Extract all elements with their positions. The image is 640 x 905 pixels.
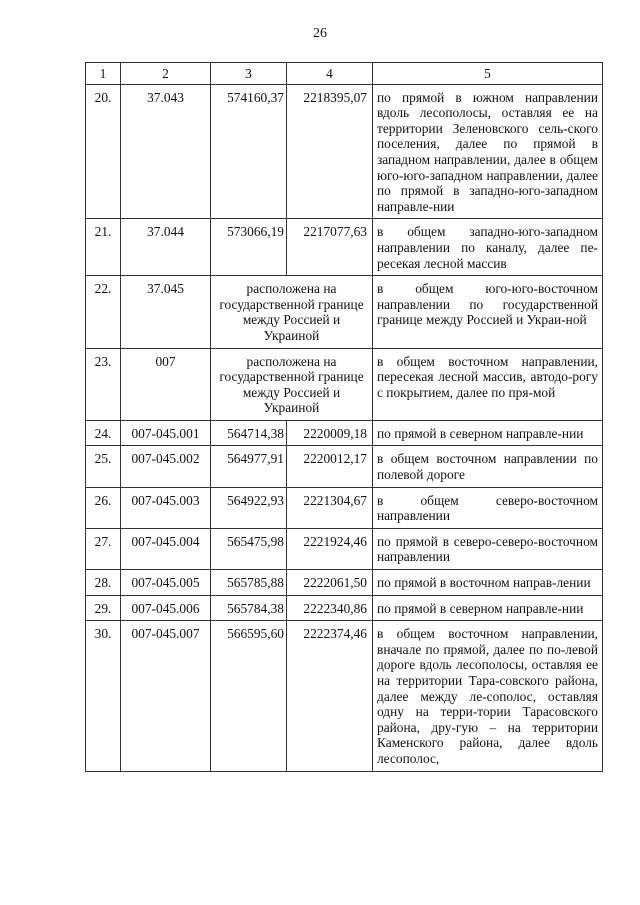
coordinate-x: 564922,93 xyxy=(211,487,287,528)
point-code: 007-045.007 xyxy=(121,621,211,771)
page-number: 26 xyxy=(313,26,327,41)
coordinate-y: 2221304,67 xyxy=(287,487,373,528)
point-code: 007-045.001 xyxy=(121,420,211,446)
point-code: 007-045.006 xyxy=(121,595,211,621)
point-code: 007-045.005 xyxy=(121,570,211,596)
row-number: 23. xyxy=(86,348,121,420)
coordinate-x: 565784,38 xyxy=(211,595,287,621)
boundary-table xyxy=(85,62,603,772)
row-number: 22. xyxy=(86,276,121,348)
column-header: 5 xyxy=(373,63,603,85)
border-location-note: расположена на государственной границе между Россией и Украиной xyxy=(211,348,373,420)
column-header: 2 xyxy=(121,63,211,85)
border-location-note: расположена на государственной границе между Россией и Украиной xyxy=(211,276,373,348)
table-row xyxy=(86,570,603,596)
row-number: 21. xyxy=(86,219,121,276)
point-code: 37.045 xyxy=(121,276,211,348)
direction-description: в общем восточном направлении, пересекая лесной массив, автодо-рогу с покрытием, далее по пря-мой xyxy=(373,348,603,420)
table-row xyxy=(86,595,603,621)
point-code: 007 xyxy=(121,348,211,420)
table-row xyxy=(86,446,603,487)
coordinate-y: 2221924,46 xyxy=(287,528,373,569)
table-row xyxy=(86,621,603,771)
row-number: 24. xyxy=(86,420,121,446)
coordinate-y: 2220012,17 xyxy=(287,446,373,487)
point-code: 37.043 xyxy=(121,84,211,219)
table-row xyxy=(86,348,603,420)
table-header-row xyxy=(86,63,603,85)
direction-description: по прямой в северном направле-нии xyxy=(373,420,603,446)
direction-description: в общем восточном направлении по полевой дороге xyxy=(373,446,603,487)
table-row xyxy=(86,420,603,446)
coordinate-x: 564977,91 xyxy=(211,446,287,487)
row-number: 29. xyxy=(86,595,121,621)
row-number: 30. xyxy=(86,621,121,771)
direction-description: по прямой в восточном направ-лении xyxy=(373,570,603,596)
direction-description: в общем северо-восточном направлении xyxy=(373,487,603,528)
direction-description: по прямой в северо-северо-восточном направлении xyxy=(373,528,603,569)
coordinate-y: 2220009,18 xyxy=(287,420,373,446)
column-header: 4 xyxy=(287,63,373,85)
direction-description: в общем восточном направлении, вначале по прямой, далее по по-левой дороге вдоль лесополосы, оставляя ее на территории Тара-совского района, далее между ле-сополос, оставляя одну на терри-тории Тарасовского района, дру-гую – на территории Каменского района, далее вдоль лесополос, xyxy=(373,621,603,771)
row-number: 26. xyxy=(86,487,121,528)
row-number: 28. xyxy=(86,570,121,596)
point-code: 007-045.003 xyxy=(121,487,211,528)
table-row xyxy=(86,276,603,348)
point-code: 007-045.002 xyxy=(121,446,211,487)
table-row xyxy=(86,219,603,276)
coordinate-x: 564714,38 xyxy=(211,420,287,446)
direction-description: в общем юго-юго-восточном направлении по государственной границе между Россией и Украи-ной xyxy=(373,276,603,348)
direction-description: по прямой в южном направлении вдоль лесополосы, оставляя ее на территории Зеленовского сель-ского поселения, далее по прямой в западном направлении, далее в общем юго-юго-западном направлении, далее по прямой в западно-юго-западном направле-нии xyxy=(373,84,603,219)
coordinate-x: 565475,98 xyxy=(211,528,287,569)
coordinate-y: 2222374,46 xyxy=(287,621,373,771)
direction-description: в общем западно-юго-западном направлении по каналу, далее пе-ресекая лесной массив xyxy=(373,219,603,276)
point-code: 37.044 xyxy=(121,219,211,276)
coordinate-y: 2217077,63 xyxy=(287,219,373,276)
coordinate-y: 2222061,50 xyxy=(287,570,373,596)
column-header: 1 xyxy=(86,63,121,85)
direction-description: по прямой в северном направле-нии xyxy=(373,595,603,621)
column-header: 3 xyxy=(211,63,287,85)
point-code: 007-045.004 xyxy=(121,528,211,569)
coordinate-x: 565785,88 xyxy=(211,570,287,596)
row-number: 25. xyxy=(86,446,121,487)
table-row xyxy=(86,487,603,528)
coordinate-x: 566595,60 xyxy=(211,621,287,771)
row-number: 27. xyxy=(86,528,121,569)
table-row xyxy=(86,528,603,569)
coordinate-x: 574160,37 xyxy=(211,84,287,219)
coordinate-y: 2218395,07 xyxy=(287,84,373,219)
coordinate-x: 573066,19 xyxy=(211,219,287,276)
table-row xyxy=(86,84,603,219)
row-number: 20. xyxy=(86,84,121,219)
coordinate-y: 2222340,86 xyxy=(287,595,373,621)
